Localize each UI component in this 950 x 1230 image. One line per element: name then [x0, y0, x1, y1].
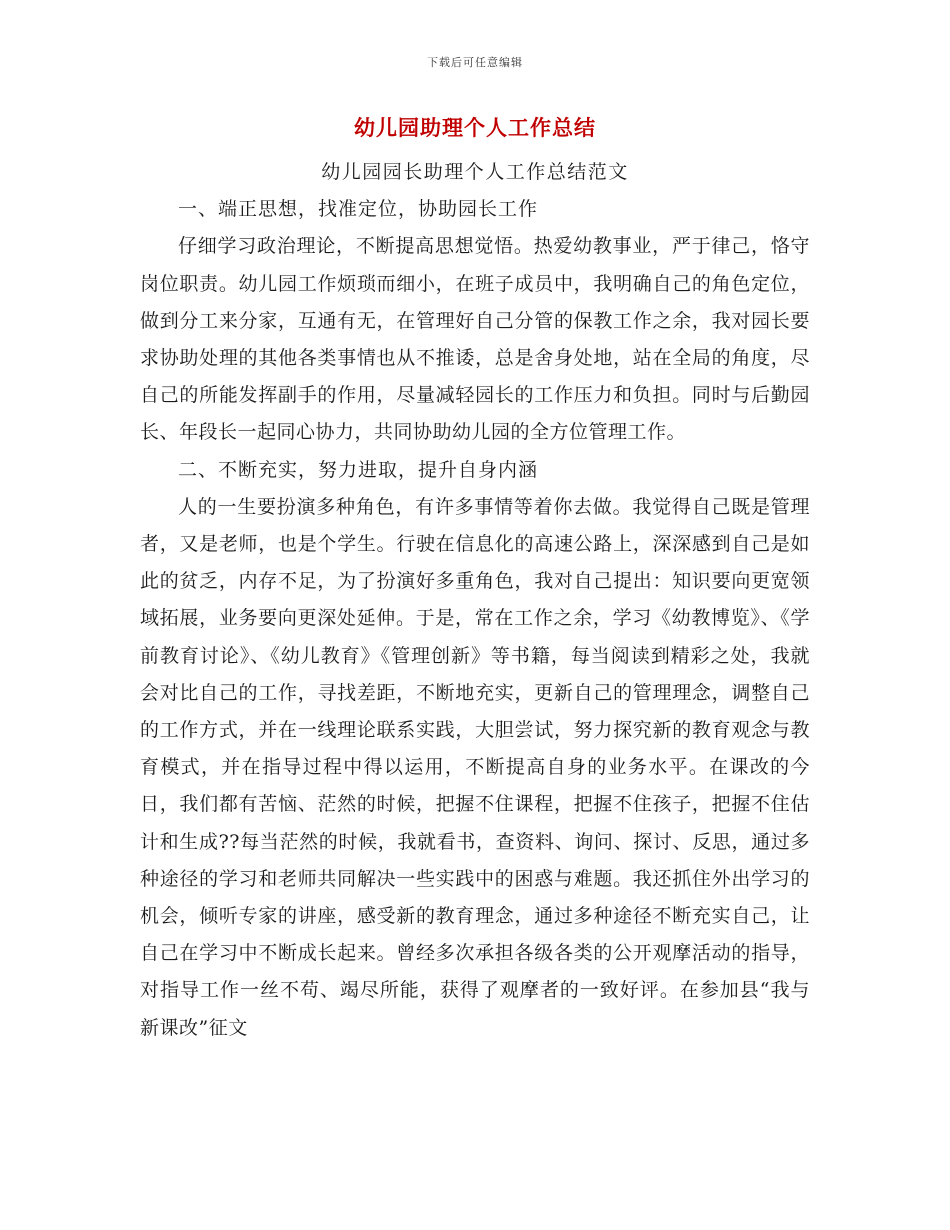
document-subtitle: 幼儿园园长助理个人工作总结范文 — [321, 161, 629, 183]
header-note: 下载后可任意编辑 — [427, 56, 523, 69]
section-1-heading: 一、端正思想，找准定位，协助园长工作 — [178, 198, 539, 221]
document-body — [140, 154, 810, 1047]
section-1-paragraph: 仔细学习政治理论，不断提高思想觉悟。热爱幼教事业，严于律己，恪守岗位职责。幼儿园工作烦琐而细小，在班子成员中，我明确自己的角色定位，做到分工来分家，互通有无，在管理好自己分管的保教工作之余，我对园长要求协助处理的其他各类事情也从不推诿，总是舍身处地，站在全局的角度，尽自己的所能发挥副手的作用，尽量减轻园长的工作压力和负担。同时与后勤园长、年段长一起同心协力，共同协助幼儿园的全方位管理工作。 — [140, 235, 810, 444]
document-title: 幼儿园助理个人工作总结 — [354, 115, 596, 140]
section-2-paragraph: 人的一生要扮演多种角色，有许多事情等着你去做。我觉得自己既是管理者，又是老师，也是个学生。行驶在信息化的高速公路上，深深感到自己是如此的贫乏，内存不足，为了扮演好多重角色，我对自己提出：知识要向更宽领域拓展，业务要向更深处延伸。于是，常在工作之余，学习《幼教博览》、《学前教育讨论》、《幼儿教育》《管理创新》等书籍，每当阅读到精彩之处，我就会对比自己的工作，寻找差距，不断地充实，更新自己的管理理念，调整自己的工作方式，并在一线理论联系实践，大胆尝试，努力探究新的教育观念与教育模式，并在指导过程中得以运用，不断提高自身的业务水平。在课改的今日，我们都有苦恼、茫然的时候，把握不住课程，把握不住孩子，把握不住估计和生成??每当茫然的时候，我就看书，查资料、询问、探讨、反思，通过多种途径的学习和老师共同解决一些实践中的困惑与难题。我还抓住外出学习的机会，倾听专家的讲座，感受新的教育理念，通过多种途径不断充实自己，让自己在学习中不断成长起来。曾经多次承担各级各类的公开观摩活动的指导，对指导工作一丝不苟、竭尽所能，获得了观摩者的一致好评。在参加县“我与新课改”征文 — [140, 495, 810, 1039]
section-2-heading: 二、不断充实，努力进取，提升自身内涵 — [178, 458, 539, 481]
